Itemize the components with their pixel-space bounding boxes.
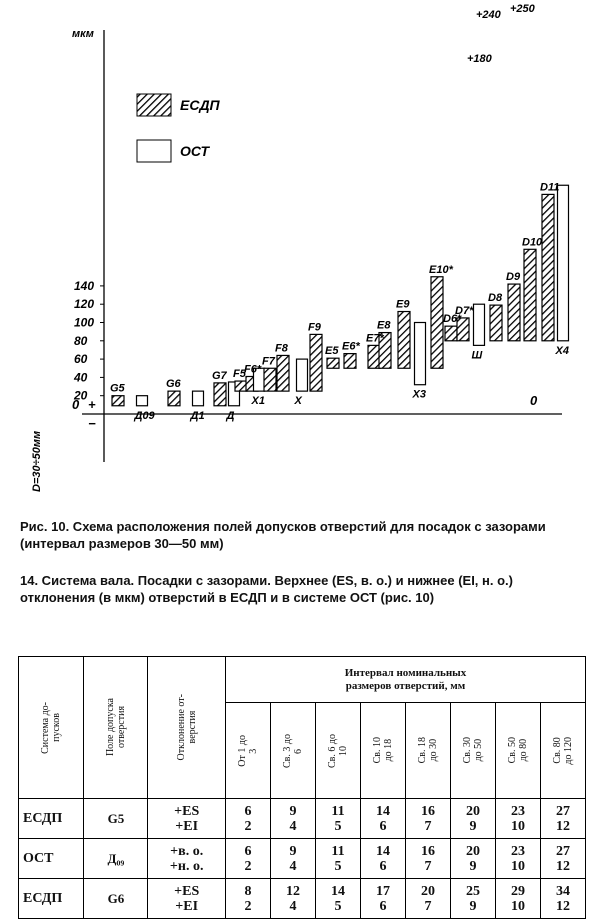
interval-header: Св. 6 до 10 xyxy=(327,733,349,768)
annot-240: +240 xyxy=(476,9,501,21)
value-cell xyxy=(361,879,406,919)
minus-sign: − xyxy=(88,416,96,431)
value-cell xyxy=(361,799,406,839)
value-cell xyxy=(271,839,316,879)
system-cell: ЕСДП xyxy=(19,799,84,839)
lower-value: 12 xyxy=(556,818,570,834)
lower-value: 10 xyxy=(511,898,525,914)
field-cell: G6 xyxy=(84,879,148,919)
value-cell xyxy=(226,879,271,919)
upper-dev-label: +ES xyxy=(174,803,200,819)
field-cell: Д₀₉ xyxy=(84,839,148,879)
upper-value: 14 xyxy=(331,883,345,899)
lower-value: 10 xyxy=(511,858,525,874)
bar-D9 xyxy=(508,284,520,341)
bar-Д1 xyxy=(193,391,204,406)
bar-E9 xyxy=(398,312,410,369)
interval-group-header: Интервал номинальных размеров отверстий, мм xyxy=(226,657,586,703)
upper-value: 20 xyxy=(466,803,480,819)
bar-label: F6* xyxy=(244,363,262,376)
annot-250: +250 xyxy=(510,3,535,15)
bar-label: G6 xyxy=(166,378,181,391)
value-cell xyxy=(541,799,586,839)
bar-E10* xyxy=(431,277,443,369)
lower-value: 4 xyxy=(289,898,297,914)
upper-value: 8 xyxy=(244,883,252,899)
upper-value: 12 xyxy=(286,883,300,899)
lower-value: 2 xyxy=(244,858,252,874)
value-cell xyxy=(541,839,586,879)
deviation-table xyxy=(18,656,586,919)
value-cell xyxy=(316,879,361,919)
bar-F9 xyxy=(310,334,322,391)
value-cell xyxy=(316,839,361,879)
legend-label-esdp: ЕСДП xyxy=(180,97,220,113)
value-cell xyxy=(226,839,271,879)
upper-value: 14 xyxy=(376,843,390,859)
lower-value: 7 xyxy=(424,818,432,834)
upper-value: 23 xyxy=(511,843,525,859)
bar-label: E5 xyxy=(325,345,339,358)
y-tick-label: 140 xyxy=(74,278,95,293)
interval-header: Св. 3 до 6 xyxy=(282,733,304,768)
system-cell: ОСТ xyxy=(19,839,84,879)
bar-D6* xyxy=(445,326,457,341)
table-title: 14. Система вала. Посадки с зазорами. Верхнее (ES, в. о.) и нижнее (EI, н. о.) отклонения (в мкм) отверстий в ЕСДП и в системе ОСТ (рис. 10) xyxy=(20,573,513,605)
deviation-cell xyxy=(148,839,226,879)
bar-label: X1 xyxy=(251,395,265,408)
legend-swatch-ost xyxy=(137,140,171,162)
upper-value: 16 xyxy=(421,843,435,859)
upper-value: 25 xyxy=(466,883,480,899)
interval-header: От 1 до 3 xyxy=(237,734,259,767)
lower-value: 12 xyxy=(556,898,570,914)
value-cell xyxy=(496,799,541,839)
upper-value: 20 xyxy=(466,843,480,859)
col-system-header: Система до- пусков xyxy=(40,701,63,754)
legend-swatch-esdp xyxy=(137,94,171,116)
value-cell xyxy=(406,879,451,919)
value-cell xyxy=(226,799,271,839)
upper-value: 23 xyxy=(511,803,525,819)
bar-F5 xyxy=(235,381,247,391)
upper-value: 34 xyxy=(556,883,570,899)
zero-label: 0 xyxy=(72,397,80,412)
bar-label: F5 xyxy=(233,368,246,381)
system-cell: ЕСДП xyxy=(19,879,84,919)
value-cell xyxy=(496,879,541,919)
lower-dev-label: +EI xyxy=(175,898,199,914)
bar-label: D8 xyxy=(488,292,503,305)
y-tick-label: 40 xyxy=(74,370,88,385)
lower-value: 9 xyxy=(469,898,477,914)
right-zero-label: 0 xyxy=(530,393,538,408)
upper-value: 11 xyxy=(331,803,345,819)
table-row xyxy=(19,799,586,839)
bar-D10 xyxy=(524,249,536,340)
upper-value: 11 xyxy=(331,843,345,859)
bar-label: D9 xyxy=(506,271,521,284)
upper-value: 27 xyxy=(556,803,570,819)
interval-header: Св. 30 до 50 xyxy=(462,737,484,764)
lower-value: 9 xyxy=(469,818,477,834)
bar-D11 xyxy=(542,194,554,340)
value-cell xyxy=(271,879,316,919)
bar-label: Д xyxy=(226,409,235,422)
lower-value: 10 xyxy=(511,818,525,834)
plus-sign: + xyxy=(88,397,96,412)
value-cell xyxy=(406,839,451,879)
value-cell xyxy=(271,799,316,839)
interval-header: Св. 50 до 80 xyxy=(507,737,529,764)
lower-dev-label: +н. о. xyxy=(169,858,204,874)
bar-label: D6* xyxy=(443,313,462,326)
interval-header: Св. 80 до 120 xyxy=(552,736,574,765)
bar-E7* xyxy=(368,345,380,368)
bar-G5 xyxy=(112,396,124,406)
upper-value: 16 xyxy=(421,803,435,819)
bar-label: Д09 xyxy=(134,409,155,422)
unit-label: мкм xyxy=(72,28,94,40)
lower-value: 2 xyxy=(244,818,252,834)
lower-value: 6 xyxy=(379,818,387,834)
bar-label: Ш xyxy=(471,349,483,362)
bar-X4 xyxy=(558,185,569,341)
upper-value: 27 xyxy=(556,843,570,859)
bar-label: G5 xyxy=(110,382,125,395)
lower-value: 9 xyxy=(469,858,477,874)
value-cell xyxy=(406,799,451,839)
table-row xyxy=(19,879,586,919)
bar-label: F7 xyxy=(262,355,275,368)
lower-value: 6 xyxy=(379,858,387,874)
upper-dev-label: +ES xyxy=(174,883,200,899)
lower-value: 12 xyxy=(556,858,570,874)
bar-F7 xyxy=(264,368,276,391)
lower-value: 7 xyxy=(424,898,432,914)
value-cell xyxy=(496,839,541,879)
bar-label: F9 xyxy=(308,321,321,334)
upper-value: 6 xyxy=(244,843,252,859)
y-tick-label: 80 xyxy=(74,333,88,348)
y-tick-label: 60 xyxy=(74,352,88,367)
upper-value: 14 xyxy=(376,803,390,819)
legend-label-ost: ОСТ xyxy=(180,143,210,159)
lower-value: 5 xyxy=(334,858,342,874)
bar-E6* xyxy=(344,354,356,369)
upper-value: 6 xyxy=(244,803,252,819)
value-cell xyxy=(451,839,496,879)
value-cell xyxy=(361,839,406,879)
upper-value: 17 xyxy=(376,883,390,899)
bar-label: E9 xyxy=(396,298,410,311)
upper-value: 20 xyxy=(421,883,435,899)
bar-Д09 xyxy=(137,396,148,406)
lower-value: 7 xyxy=(424,858,432,874)
interval-header: Св. 10 до 18 xyxy=(372,737,394,764)
bar-label: F8 xyxy=(275,342,288,355)
bar-X xyxy=(297,359,308,391)
bar-D8 xyxy=(490,305,502,341)
interval-header: Св. 18 до 30 xyxy=(417,737,439,764)
bar-label: E6* xyxy=(342,340,360,353)
bar-G7 xyxy=(214,383,226,406)
bar-label: G7 xyxy=(212,369,227,382)
bar-label: X4 xyxy=(555,344,569,357)
col-deviation-header: Отклонение от- верстия xyxy=(175,694,198,761)
lower-value: 6 xyxy=(379,898,387,914)
value-cell xyxy=(451,879,496,919)
figure-caption: Рис. 10. Схема расположения полей допусков отверстий для посадок с зазорами (интервал размеров 30—50 мм) xyxy=(20,519,546,551)
bar-label: Д1 xyxy=(190,409,205,422)
lower-value: 5 xyxy=(334,898,342,914)
bar-label: D11 xyxy=(540,181,560,194)
upper-value: 9 xyxy=(289,803,297,819)
bar-G6 xyxy=(168,391,180,406)
bar-X3 xyxy=(415,323,426,385)
deviation-cell xyxy=(148,799,226,839)
bar-Ш xyxy=(474,304,485,345)
bar-label: D10 xyxy=(522,236,543,249)
bar-E5 xyxy=(327,358,339,368)
diameter-range-label: D=30÷50мм xyxy=(31,430,43,492)
y-tick-label: 20 xyxy=(74,388,88,403)
upper-value: 9 xyxy=(289,843,297,859)
bar-label: E10* xyxy=(429,263,453,276)
upper-dev-label: +в. о. xyxy=(170,843,204,859)
lower-dev-label: +EI xyxy=(175,818,199,834)
y-tick-label: 120 xyxy=(74,297,95,312)
annot-180: +180 xyxy=(467,53,492,65)
bar-label: E7* xyxy=(366,332,384,345)
value-cell xyxy=(451,799,496,839)
value-cell xyxy=(541,879,586,919)
col-field-header: Поле допуска отверстия xyxy=(104,698,127,757)
field-cell: G5 xyxy=(84,799,148,839)
table-row xyxy=(19,839,586,879)
upper-value: 29 xyxy=(511,883,525,899)
lower-value: 4 xyxy=(289,818,297,834)
bar-label: D7* xyxy=(455,304,474,317)
bar-label: E8 xyxy=(377,319,391,332)
lower-value: 4 xyxy=(289,858,297,874)
value-cell xyxy=(316,799,361,839)
deviation-cell xyxy=(148,879,226,919)
bar-label: X3 xyxy=(412,388,426,401)
bar-F8 xyxy=(277,355,289,391)
lower-value: 5 xyxy=(334,818,342,834)
bar-label: X xyxy=(294,395,302,408)
lower-value: 2 xyxy=(244,898,252,914)
y-tick-label: 100 xyxy=(74,315,95,330)
